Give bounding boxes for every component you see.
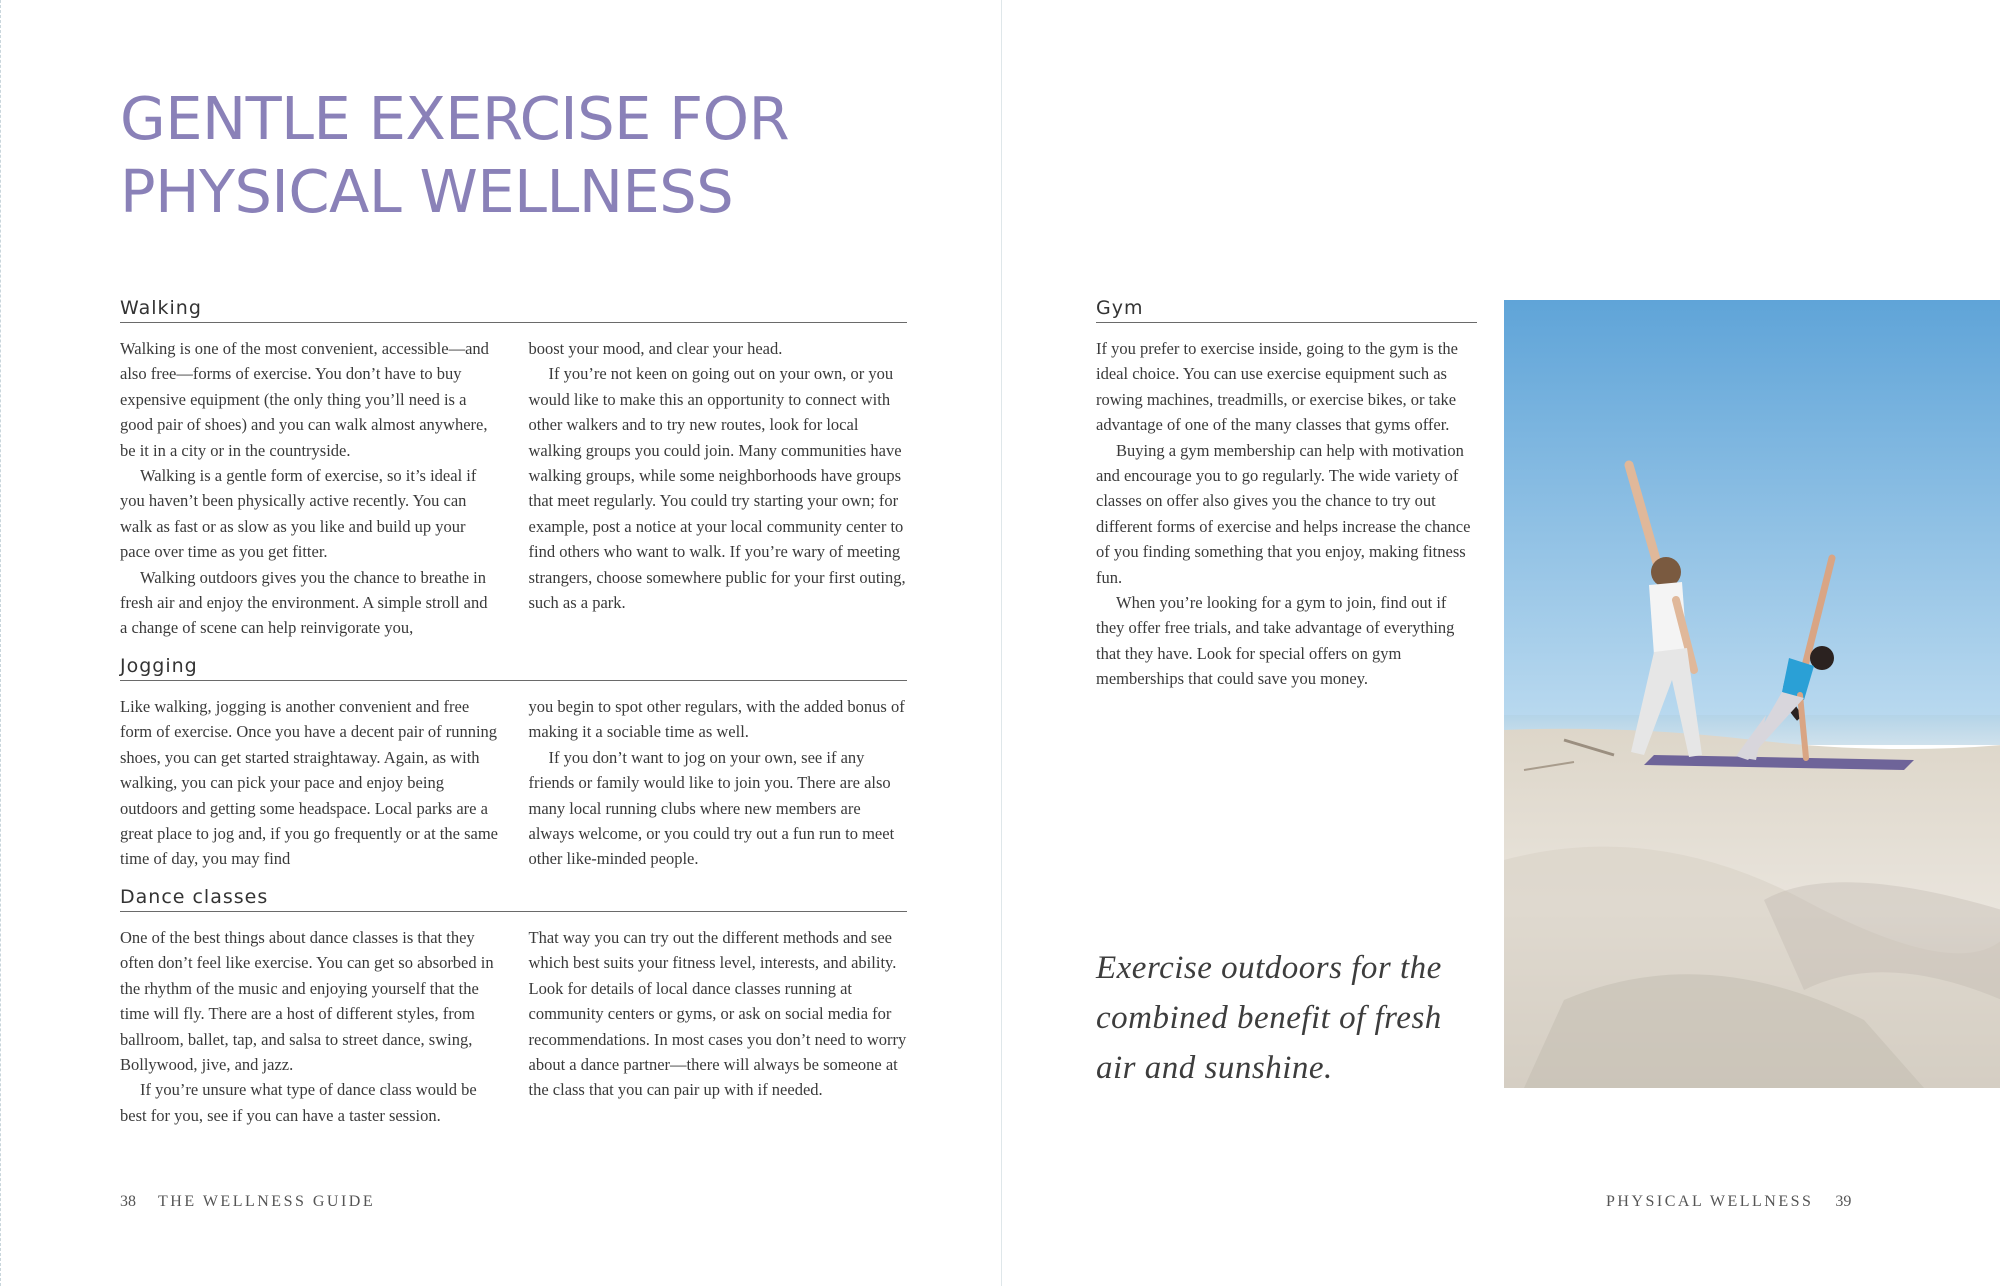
title-line-2: PHYSICAL WELLNESS (120, 157, 734, 226)
page-number: 39 (1835, 1193, 1852, 1210)
paragraph: Walking is a gentle form of exercise, so it’s ideal if you haven’t been physically active recently. You can walk as fast or as slow as you like and build up your pace over time as you get fitter. (120, 466, 477, 562)
paragraph: If you’re unsure what type of dance class would be best for you, see if you can have a taster session. (120, 1080, 477, 1125)
page-number: 38 (120, 1193, 136, 1210)
text-column-1 (120, 694, 499, 872)
paragraph: boost your mood, and clear your head. (528, 339, 783, 358)
section-heading: Gym (1096, 297, 1477, 323)
page-title (120, 82, 789, 228)
text-column-2 (529, 694, 908, 872)
paragraph: Walking is one of the most convenient, accessible—and also free—forms of exercise. You don’t have to buy expensive equipment (the only thing you’ll need is a good pair of shoes) and you can walk almost anywhere, be it in a city or in the countryside. (120, 339, 489, 460)
text-column-1 (120, 925, 499, 1128)
left-footer (120, 1193, 375, 1211)
paragraph: If you prefer to exercise inside, going to the gym is the ideal choice. You can use exercise equipment such as rowing machines, treadmills, or exercise bikes, or take advantage of one of the many classes that gyms offer. (1096, 339, 1458, 435)
beach-yoga-photo (1504, 300, 2000, 1088)
title-line-1: GENTLE EXERCISE FOR (120, 84, 790, 153)
paragraph: Buying a gym membership can help with motivation and encourage you to go regularly. The wide variety of classes on offer also gives you the chance to try out different forms of exercise and helps increase the chance of you finding something that you enjoy, making fitness fun. (1096, 440, 1471, 587)
right-footer (1606, 1193, 1851, 1211)
paragraph: When you’re looking for a gym to join, find out if they offer free trials, and take advantage of everything that they have. Look for special offers on gym memberships that could save you money. (1096, 593, 1455, 689)
paragraph: you begin to spot other regulars, with the added bonus of making it a sociable time as well. (528, 697, 905, 742)
paragraph: That way you can try out the different methods and see which best suits your fitness level, interests, and ability. Look for details of local dance classes running at community centers or gyms, or ask on social media for recommendations. In most cases you don’t need to worry about a dance partner—there will always be someone at the class that you can pair up with if needed. (528, 928, 907, 1100)
section-heading: Jogging (120, 655, 907, 681)
photo-illustration (1504, 300, 2000, 1088)
running-head: PHYSICAL WELLNESS (1606, 1193, 1814, 1210)
section-heading: Dance classes (120, 886, 907, 912)
section-dance-classes (120, 886, 907, 1128)
paragraph: If you don’t want to jog on your own, see if any friends or family would like to join you. There are also many local running clubs where new members are always welcome, or you could try out a fun run to meet other like-minded people. (528, 747, 895, 869)
section-jogging (120, 655, 907, 872)
section-heading: Walking (120, 297, 907, 323)
text-column-2 (529, 336, 908, 641)
section-walking (120, 297, 907, 641)
running-head: THE WELLNESS GUIDE (158, 1193, 376, 1210)
paragraph: One of the best things about dance classes is that they often don’t feel like exercise. You can get so absorbed in the rhythm of the music and enjoying yourself that the time will fly. There are a host of different styles, from ballroom, ballet, tap, and salsa to street dance, swing, Bollywood, jive, and jazz. (120, 928, 494, 1075)
paragraph: If you’re not keen on going out on your own, or you would like to make this an opportunity to connect with other walkers and to try new routes, look for local walking groups you could join. Many communities have walking groups, while some neighborhoods have groups that meet regularly. You could try starting your own; for example, post a notice at your local community center to find others who want to walk. If you’re wary of meeting strangers, choose somewhere public for your first outing, such as a park. (528, 364, 906, 613)
text-column-1 (120, 336, 499, 641)
paragraph: Walking outdoors gives you the chance to breathe in fresh air and enjoy the environment. A simple stroll and a change of scene can help reinvigorate you, (120, 567, 488, 638)
text-column-2 (529, 925, 908, 1128)
right-page (1001, 0, 2000, 1286)
paragraph: Like walking, jogging is another convenient and free form of exercise. Once you have a decent pair of running shoes, you can get started straightaway. Again, as with walking, you can pick your pace and enjoy being outdoors and getting some headspace. Local parks are a great place to jog and, if you go frequently or at the same time of day, you may find (120, 697, 498, 869)
section-gym (1096, 297, 1477, 692)
photo-caption: Exercise outdoors for the combined benefit of fresh air and sunshine. (1096, 950, 1442, 1086)
